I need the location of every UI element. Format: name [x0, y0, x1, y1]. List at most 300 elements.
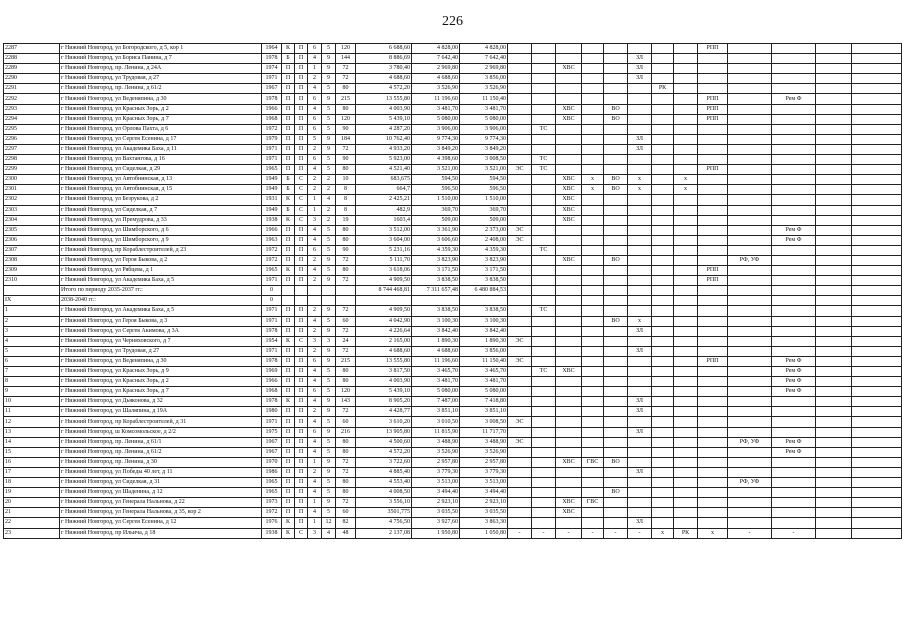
table-cell-floors: 4	[308, 316, 322, 326]
table-cell-entr: 5	[322, 367, 336, 377]
table-cell-mat	[282, 286, 295, 296]
table-cell-address: г Нижний Новгород, ул Сиделкая, д 7	[60, 205, 262, 215]
table-cell-entr: 5	[322, 508, 336, 518]
table-cell-floors: 4	[308, 397, 322, 407]
table-cell-entr	[322, 296, 336, 306]
table-cell-mat: Б	[282, 185, 295, 195]
table-cell-e11	[772, 114, 816, 124]
table-cell-year: 1973	[262, 498, 282, 508]
table-cell-apts: 72	[336, 326, 356, 336]
table-cell-e6	[628, 195, 652, 205]
table-cell-e12	[816, 94, 852, 104]
table-cell-e13	[852, 84, 902, 94]
table-cell-cost3: 2 408,00	[460, 235, 508, 245]
table-cell-cost2: 369,70	[412, 205, 460, 215]
table-cell-e10	[728, 306, 772, 316]
table-cell-e8	[674, 225, 698, 235]
table-cell-e12	[816, 266, 852, 276]
table-cell-e13	[852, 356, 902, 366]
table-cell-e7	[652, 427, 674, 437]
table-cell-address: г Нижний Новгород, ул Рябцева, д 1	[60, 266, 262, 276]
table-cell-e2	[532, 205, 556, 215]
table-cell-e6	[628, 225, 652, 235]
table-cell-e12	[816, 124, 852, 134]
table-cell-mat: П	[282, 356, 295, 366]
table-cell-e4	[582, 377, 604, 387]
table-cell-e5	[604, 245, 628, 255]
table-cell-e2	[532, 387, 556, 397]
table-cell-floors: 5	[308, 134, 322, 144]
table-cell-apts	[336, 286, 356, 296]
table-cell-type: П	[295, 397, 308, 407]
table-cell-cost3: 3 521,00	[460, 165, 508, 175]
table-cell-floors: 4	[308, 367, 322, 377]
table-cell-cost2: 9 774,30	[412, 134, 460, 144]
table-cell-floors: 6	[308, 114, 322, 124]
table-cell-mat: К	[282, 518, 295, 528]
table-cell-no: IX	[4, 296, 60, 306]
table-cell-e3	[556, 336, 582, 346]
table-cell-e1	[508, 134, 532, 144]
table-cell-e10	[728, 467, 772, 477]
table-cell-e11	[772, 336, 816, 346]
table-cell-type: П	[295, 155, 308, 165]
table-row	[4, 356, 902, 366]
table-cell-cost3: 5 080,00	[460, 387, 508, 397]
table-cell-e10	[728, 488, 772, 498]
table-cell-e3	[556, 437, 582, 447]
table-cell-floors: 6	[308, 155, 322, 165]
table-cell-e12	[816, 467, 852, 477]
table-cell-cost3: 594,50	[460, 175, 508, 185]
table-cell-apts: 72	[336, 457, 356, 467]
table-cell-cost2: 3 851,10	[412, 407, 460, 417]
table-row	[4, 74, 902, 84]
table-cell-e8: х	[674, 175, 698, 185]
table-cell-e6: х	[628, 175, 652, 185]
table-cell-entr: 2	[322, 215, 336, 225]
table-cell-year: 1966	[262, 225, 282, 235]
table-cell-e13	[852, 417, 902, 427]
table-cell-floors: 3	[308, 215, 322, 225]
table-cell-e2	[532, 467, 556, 477]
table-cell-e12	[816, 316, 852, 326]
table-cell-cost: 3 610,20	[356, 417, 412, 427]
table-cell-e6	[628, 457, 652, 467]
table-cell-entr: 5	[322, 447, 336, 457]
table-cell-e6: ЗЛ	[628, 397, 652, 407]
table-cell-cost2: 2 969,80	[412, 64, 460, 74]
table-cell-e3	[556, 417, 582, 427]
table-cell-e12	[816, 528, 852, 538]
table-cell-cost2: 3 465,70	[412, 367, 460, 377]
table-cell-e11: Рем Ф	[772, 447, 816, 457]
table-cell-e2	[532, 326, 556, 336]
table-cell-no: 2302	[4, 195, 60, 205]
table-cell-entr: 5	[322, 104, 336, 114]
table-cell-e12	[816, 235, 852, 245]
table-cell-apts: 90	[336, 155, 356, 165]
table-cell-type: П	[295, 437, 308, 447]
table-cell-e13	[852, 175, 902, 185]
table-cell-year: 1972	[262, 245, 282, 255]
table-row	[4, 266, 902, 276]
table-row	[4, 255, 902, 265]
table-cell-e5: ВО	[604, 185, 628, 195]
table-cell-e11: Рем Ф	[772, 356, 816, 366]
table-cell-e4	[582, 215, 604, 225]
table-cell-cost2: 3 927,60	[412, 518, 460, 528]
table-row	[4, 377, 902, 387]
table-cell-e6	[628, 104, 652, 114]
table-cell-address: г Нижний Новгород, ул Академика Баха, д 5	[60, 276, 262, 286]
table-cell-e6	[628, 114, 652, 124]
table-cell-e2	[532, 255, 556, 265]
table-cell-e2: ТС	[532, 155, 556, 165]
table-cell-e10	[728, 336, 772, 346]
table-cell-e3	[556, 377, 582, 387]
table-cell-type: С	[295, 528, 308, 538]
table-cell-cost: 4 553,40	[356, 478, 412, 488]
table-cell-year: 1965	[262, 165, 282, 175]
table-cell-e10	[728, 94, 772, 104]
table-row	[4, 215, 902, 225]
table-cell-e3: ХВС	[556, 498, 582, 508]
table-cell-e3	[556, 447, 582, 457]
table-cell-cost: 5 439,10	[356, 114, 412, 124]
table-cell-no: 2298	[4, 155, 60, 165]
table-cell-type: П	[295, 64, 308, 74]
table-cell-e5	[604, 417, 628, 427]
table-cell-entr: 9	[322, 467, 336, 477]
table-cell-mat: П	[282, 387, 295, 397]
table-cell-e2	[532, 316, 556, 326]
table-cell-type: П	[295, 144, 308, 154]
table-cell-apts: 8	[336, 195, 356, 205]
table-cell-e7	[652, 165, 674, 175]
table-cell-cost2: 3 361,90	[412, 225, 460, 235]
table-cell-e1	[508, 54, 532, 64]
table-cell-e8	[674, 356, 698, 366]
table-cell-address: г Нижний Новгород, ул Сиделкая, д 29	[60, 165, 262, 175]
table-cell-e9	[698, 185, 728, 195]
register-table-body	[4, 44, 902, 539]
table-cell-e9	[698, 286, 728, 296]
table-cell-e2	[532, 397, 556, 407]
table-cell-e1	[508, 255, 532, 265]
table-row	[4, 296, 902, 306]
table-cell-e5: ВО	[604, 104, 628, 114]
table-cell-cost: 4 042,90	[356, 316, 412, 326]
table-cell-e8	[674, 427, 698, 437]
table-cell-e10	[728, 185, 772, 195]
table-cell-e13	[852, 427, 902, 437]
table-cell-apts: 120	[336, 114, 356, 124]
table-cell-e1	[508, 407, 532, 417]
table-cell-e3	[556, 478, 582, 488]
table-row	[4, 124, 902, 134]
table-cell-e6: ЗЛ	[628, 326, 652, 336]
table-cell-no: 2287	[4, 44, 60, 54]
table-cell-cost: 4 909,50	[356, 276, 412, 286]
table-cell-e9	[698, 175, 728, 185]
table-cell-e10: РФ, УФ	[728, 437, 772, 447]
table-cell-e4	[582, 427, 604, 437]
table-cell-e10	[728, 155, 772, 165]
table-cell-cost: 4 885,40	[356, 467, 412, 477]
table-cell-e9: РПП	[698, 266, 728, 276]
table-cell-e13	[852, 518, 902, 528]
table-cell-e2: -	[532, 528, 556, 538]
table-cell-apts: 80	[336, 165, 356, 175]
table-cell-e6	[628, 165, 652, 175]
table-cell-e5	[604, 326, 628, 336]
table-cell-e6	[628, 44, 652, 54]
table-cell-e7	[652, 326, 674, 336]
table-cell-mat: К	[282, 44, 295, 54]
table-cell-cost3: 3 100,30	[460, 316, 508, 326]
table-cell-mat: П	[282, 437, 295, 447]
table-cell-e2: ТС	[532, 245, 556, 255]
table-row	[4, 326, 902, 336]
table-cell-cost: 482,9	[356, 205, 412, 215]
table-cell-e4	[582, 286, 604, 296]
table-cell-apts: 72	[336, 64, 356, 74]
table-cell-entr: 9	[322, 64, 336, 74]
table-cell-e2	[532, 74, 556, 84]
table-cell-cost3: 3 849,20	[460, 144, 508, 154]
table-cell-floors: 2	[308, 326, 322, 336]
table-cell-year: 1938	[262, 215, 282, 225]
table-cell-no: 8	[4, 377, 60, 387]
table-cell-cost: 4 287,20	[356, 124, 412, 134]
table-cell-year: 1972	[262, 508, 282, 518]
table-cell-e6: ЗЛ	[628, 518, 652, 528]
table-cell-e8	[674, 316, 698, 326]
table-cell-type: П	[295, 467, 308, 477]
table-cell-no: 1	[4, 306, 60, 316]
table-cell-e11	[772, 397, 816, 407]
table-cell-e2	[532, 54, 556, 64]
table-cell-entr: 9	[322, 54, 336, 64]
table-cell-cost2: 3 606,60	[412, 235, 460, 245]
table-cell-e4	[582, 195, 604, 205]
table-cell-e2	[532, 508, 556, 518]
table-cell-e8	[674, 488, 698, 498]
table-cell-type: С	[295, 336, 308, 346]
table-cell-entr: 5	[322, 266, 336, 276]
table-cell-no: 17	[4, 467, 60, 477]
table-cell-e13	[852, 114, 902, 124]
table-row	[4, 387, 902, 397]
table-cell-e3	[556, 54, 582, 64]
table-cell-apts: 80	[336, 377, 356, 387]
table-cell-e8	[674, 377, 698, 387]
table-row	[4, 104, 902, 114]
table-row	[4, 276, 902, 286]
table-cell-e7	[652, 235, 674, 245]
table-cell-apts: 184	[336, 134, 356, 144]
table-cell-cost3: 7 642,40	[460, 54, 508, 64]
table-cell-e11: -	[772, 528, 816, 538]
table-cell-e4	[582, 255, 604, 265]
table-cell-e12	[816, 478, 852, 488]
table-cell-cost: 683,675	[356, 175, 412, 185]
table-cell-e7	[652, 417, 674, 427]
table-cell-e13	[852, 346, 902, 356]
table-cell-e12	[816, 296, 852, 306]
table-cell-cost: 4 008,50	[356, 488, 412, 498]
table-cell-e10	[728, 296, 772, 306]
table-cell-type: П	[295, 114, 308, 124]
table-cell-e11	[772, 488, 816, 498]
table-cell-cost3	[460, 296, 508, 306]
table-cell-e1	[508, 266, 532, 276]
table-cell-mat: П	[282, 165, 295, 175]
table-cell-cost3: 11 150,40	[460, 94, 508, 104]
table-cell-e5: ВО	[604, 255, 628, 265]
table-cell-e9: РПП	[698, 114, 728, 124]
table-cell-e1: ЭС	[508, 165, 532, 175]
table-cell-floors: 1	[308, 205, 322, 215]
table-row	[4, 205, 902, 215]
table-cell-cost: 4 756,50	[356, 518, 412, 528]
table-cell-floors: 1	[308, 457, 322, 467]
table-cell-e11	[772, 255, 816, 265]
table-cell-e2	[532, 286, 556, 296]
table-cell-e7	[652, 266, 674, 276]
table-cell-e5	[604, 346, 628, 356]
table-cell-cost: 4 688,60	[356, 346, 412, 356]
table-cell-mat: П	[282, 326, 295, 336]
table-cell-no: 13	[4, 427, 60, 437]
table-cell-e10	[728, 215, 772, 225]
table-row	[4, 508, 902, 518]
table-cell-e2	[532, 225, 556, 235]
table-cell-e5: ВО	[604, 114, 628, 124]
table-cell-e3	[556, 296, 582, 306]
table-cell-cost3: 3 488,90	[460, 437, 508, 447]
table-cell-e11	[772, 54, 816, 64]
table-cell-e9: РПП	[698, 276, 728, 286]
table-cell-e7	[652, 518, 674, 528]
table-cell-e5	[604, 124, 628, 134]
table-cell-cost3: 2 373,00	[460, 225, 508, 235]
table-cell-floors	[308, 286, 322, 296]
table-cell-e11	[772, 245, 816, 255]
table-cell-e1	[508, 215, 532, 225]
table-cell-floors: 6	[308, 387, 322, 397]
table-cell-e3	[556, 356, 582, 366]
table-cell-apts: 60	[336, 508, 356, 518]
table-cell-e11: Рем Ф	[772, 387, 816, 397]
table-cell-e4	[582, 316, 604, 326]
table-cell-e6	[628, 336, 652, 346]
table-cell-cost: 664,7	[356, 185, 412, 195]
table-cell-cost3: 3 856,00	[460, 346, 508, 356]
table-cell-e1	[508, 185, 532, 195]
table-cell-apts: 80	[336, 488, 356, 498]
table-cell-floors: 3	[308, 336, 322, 346]
table-cell-e10	[728, 245, 772, 255]
table-cell-e4	[582, 367, 604, 377]
table-row	[4, 346, 902, 356]
table-cell-e12	[816, 326, 852, 336]
table-cell-entr: 5	[322, 114, 336, 124]
table-cell-mat: П	[282, 447, 295, 457]
table-cell-e6: ЗЛ	[628, 64, 652, 74]
table-row	[4, 306, 902, 316]
table-cell-e2: ТС	[532, 124, 556, 134]
table-cell-mat: Б	[282, 175, 295, 185]
table-cell-cost: 3501,775	[356, 508, 412, 518]
table-cell-e8: РК	[674, 528, 698, 538]
table-cell-e5	[604, 94, 628, 104]
table-cell-e10	[728, 175, 772, 185]
table-cell-floors: 6	[308, 124, 322, 134]
table-cell-entr: 9	[322, 306, 336, 316]
table-cell-entr: 9	[322, 457, 336, 467]
table-cell-address: г Нижний Новгород, ул Красных Зорь, д 2	[60, 377, 262, 387]
table-cell-e11	[772, 155, 816, 165]
table-cell-apts: 24	[336, 336, 356, 346]
table-cell-type: П	[295, 356, 308, 366]
table-cell-cost2: 3 526,90	[412, 447, 460, 457]
table-cell-e9	[698, 225, 728, 235]
table-cell-e2	[532, 64, 556, 74]
table-cell-e8	[674, 407, 698, 417]
table-cell-e5	[604, 377, 628, 387]
table-cell-e9	[698, 407, 728, 417]
table-cell-year: 1980	[262, 407, 282, 417]
table-cell-entr: 5	[322, 478, 336, 488]
table-cell-e1	[508, 316, 532, 326]
table-cell-mat: П	[282, 367, 295, 377]
table-cell-e8	[674, 235, 698, 245]
table-cell-e9	[698, 467, 728, 477]
table-cell-e4	[582, 356, 604, 366]
table-cell-apts: 80	[336, 104, 356, 114]
table-cell-e2	[532, 356, 556, 366]
table-cell-e3: ХВС	[556, 205, 582, 215]
table-cell-floors: 6	[308, 427, 322, 437]
table-cell-e1	[508, 144, 532, 154]
table-cell-entr: 5	[322, 417, 336, 427]
table-cell-e4	[582, 336, 604, 346]
table-cell-e7	[652, 457, 674, 467]
table-row	[4, 316, 902, 326]
table-cell-e5: -	[604, 528, 628, 538]
table-cell-entr: 5	[322, 44, 336, 54]
table-cell-e8	[674, 508, 698, 518]
table-cell-e12	[816, 84, 852, 94]
table-cell-e4	[582, 205, 604, 215]
table-cell-entr: 5	[322, 245, 336, 255]
table-cell-e3	[556, 407, 582, 417]
table-cell-address: г Нижний Новгород, ул Сиделкая, д 31	[60, 478, 262, 488]
table-row	[4, 518, 902, 528]
table-cell-type: П	[295, 508, 308, 518]
table-cell-e3	[556, 144, 582, 154]
table-cell-cost: 4 909,50	[356, 306, 412, 316]
table-cell-e9	[698, 316, 728, 326]
table-cell-address: г Нижний Новгород, ул Премудрова, д 33	[60, 215, 262, 225]
table-cell-cost: 5 923,00	[356, 155, 412, 165]
table-cell-e12	[816, 306, 852, 316]
table-cell-floors: 6	[308, 245, 322, 255]
table-cell-e7	[652, 54, 674, 64]
table-cell-e9	[698, 54, 728, 64]
